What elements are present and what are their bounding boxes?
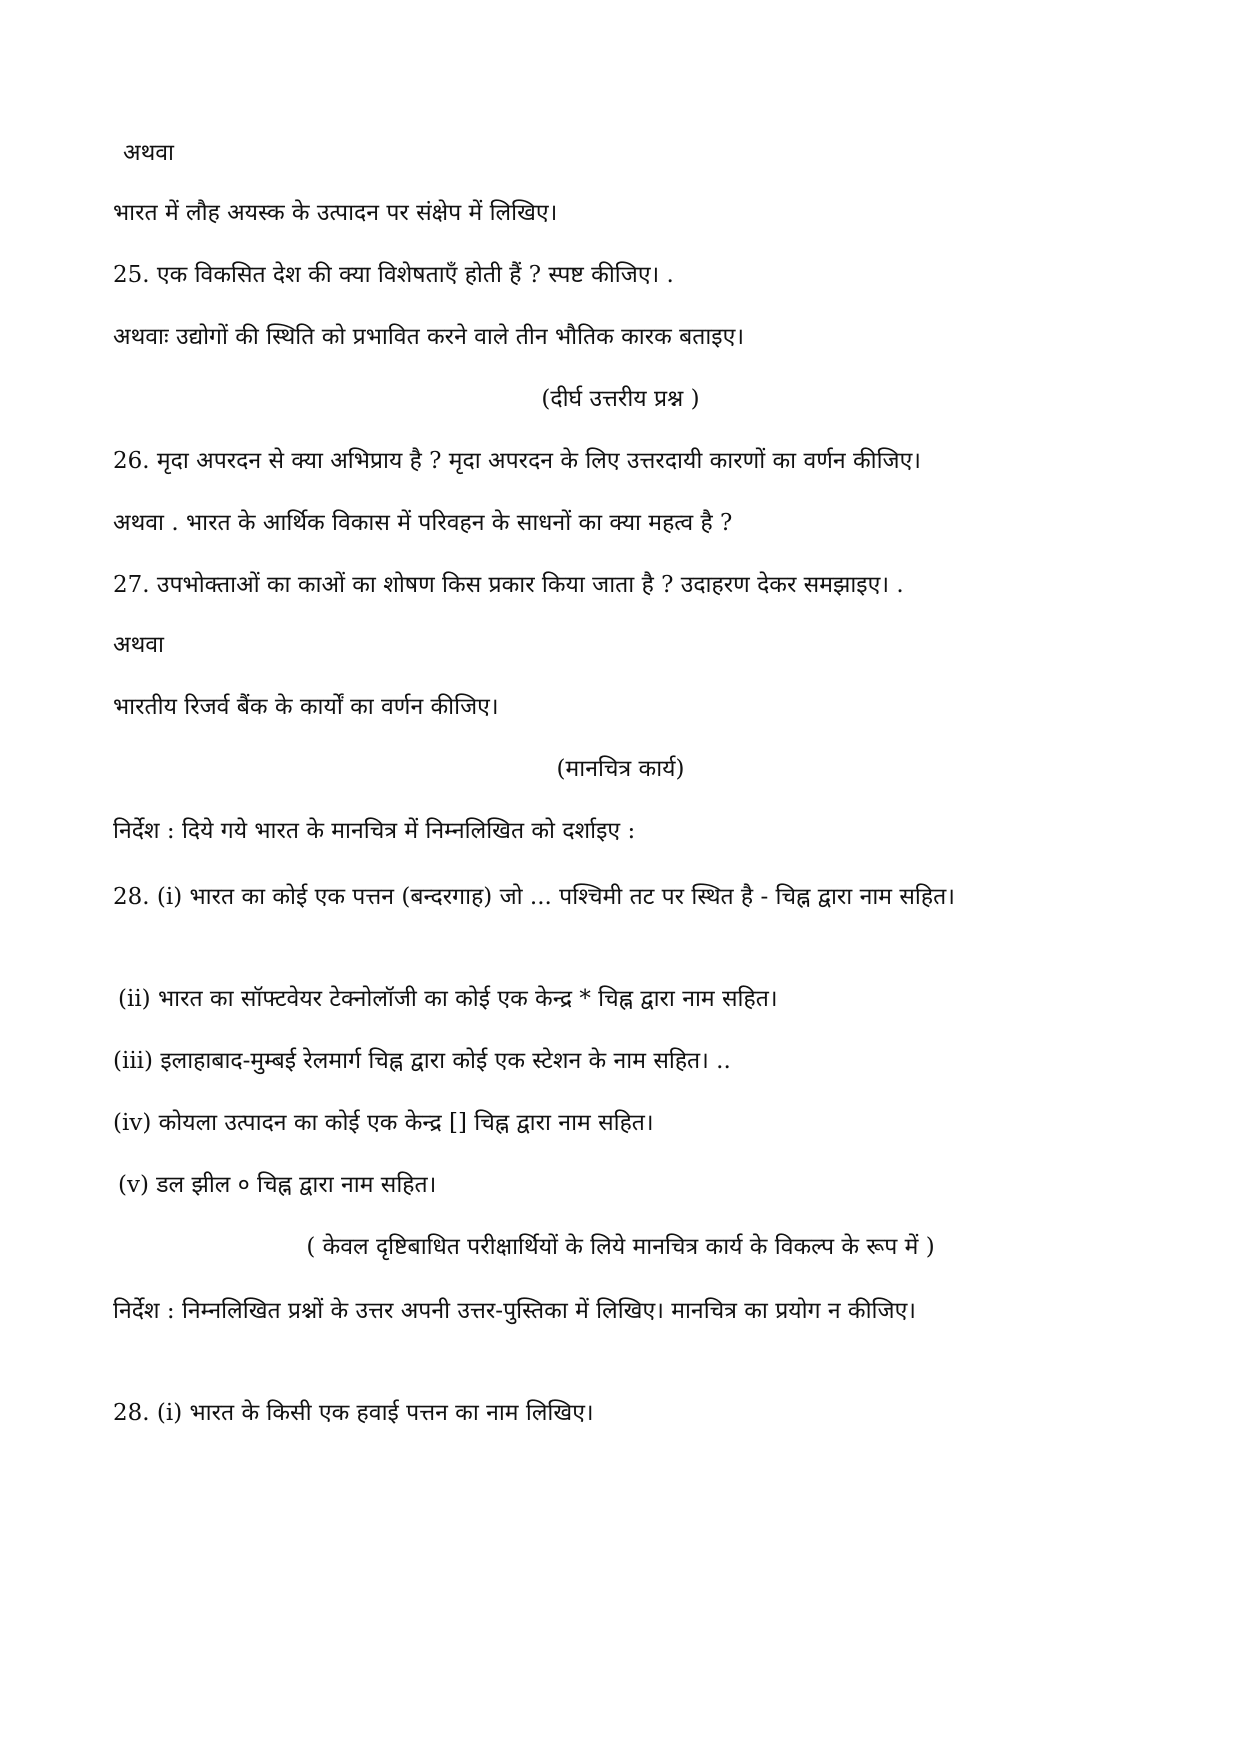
question-28-iii: (iii) इलाहाबाद-मुम्बई रेलमार्ग चिह्न द्वारा कोई एक स्टेशन के नाम सहित। .. — [113, 1048, 731, 1074]
question-25-alternative: अथवाः उद्योगों की स्थिति को प्रभावित करने वाले तीन भौतिक कारक बताइए। — [113, 324, 745, 350]
question-28-v: (v) डल झील ० चिह्न द्वारा नाम सहित। — [118, 1172, 437, 1198]
question-28-iv: (iv) कोयला उत्पादन का कोई एक केन्द्र [] चिह्न द्वारा नाम सहित। — [113, 1110, 654, 1136]
question-28-i-alternative: 28. (i) भारत के किसी एक हवाई पत्तन का नाम लिखिए। — [113, 1400, 594, 1426]
map-instruction: निर्देश : दिये गये भारत के मानचित्र में निम्नलिखित को दर्शाइए : — [113, 818, 636, 844]
visually-impaired-instruction: निर्देश : निम्नलिखित प्रश्नों के उत्तर अपनी उत्तर-पुस्तिका में लिखिए। मानचित्र का प्रयोग न कीजिए। — [113, 1298, 916, 1324]
question-28-ii: (ii) भारत का सॉफ्टवेयर टेक्नोलॉजी का कोई एक केन्द्र * चिह्न द्वारा नाम सहित। — [118, 986, 778, 1012]
section-heading-map-work: (मानचित्र कार्य) — [556, 756, 685, 782]
iron-ore-question: भारत में लौह अयस्क के उत्पादन पर संक्षेप में लिखिए। — [113, 200, 558, 226]
section-heading-visually-impaired: ( केवल दृष्टिबाधित परीक्षार्थियों के लिये मानचित्र कार्य के विकल्प के रूप में ) — [306, 1234, 935, 1260]
question-26-alternative: अथवा . भारत के आर्थिक विकास में परिवहन के साधनों का क्या महत्व है ? — [113, 510, 733, 536]
question-27: 27. उपभोक्ताओं का काओं का शोषण किस प्रकार किया जाता है ? उदाहरण देकर समझाइए। . — [113, 572, 904, 598]
athava-line-2: अथवा — [113, 632, 165, 658]
section-heading-long-answer: (दीर्घ उत्तरीय प्रश्न ) — [541, 386, 700, 412]
question-26: 26. मृदा अपरदन से क्या अभिप्राय है ? मृदा अपरदन के लिए उत्तरदायी कारणों का वर्णन कीजिए। — [113, 448, 922, 474]
question-28-i: 28. (i) भारत का कोई एक पत्तन (बन्दरगाह) जो ... पश्चिमी तट पर स्थित है - चिह्न द्वारा नाम सहित। — [113, 884, 955, 910]
question-27-alternative: भारतीय रिजर्व बैंक के कार्यों का वर्णन कीजिए। — [113, 694, 499, 720]
athava-line: अथवा — [123, 140, 175, 166]
question-25: 25. एक विकसित देश की क्या विशेषताएँ होती हैं ? स्पष्ट कीजिए। . — [113, 262, 674, 288]
